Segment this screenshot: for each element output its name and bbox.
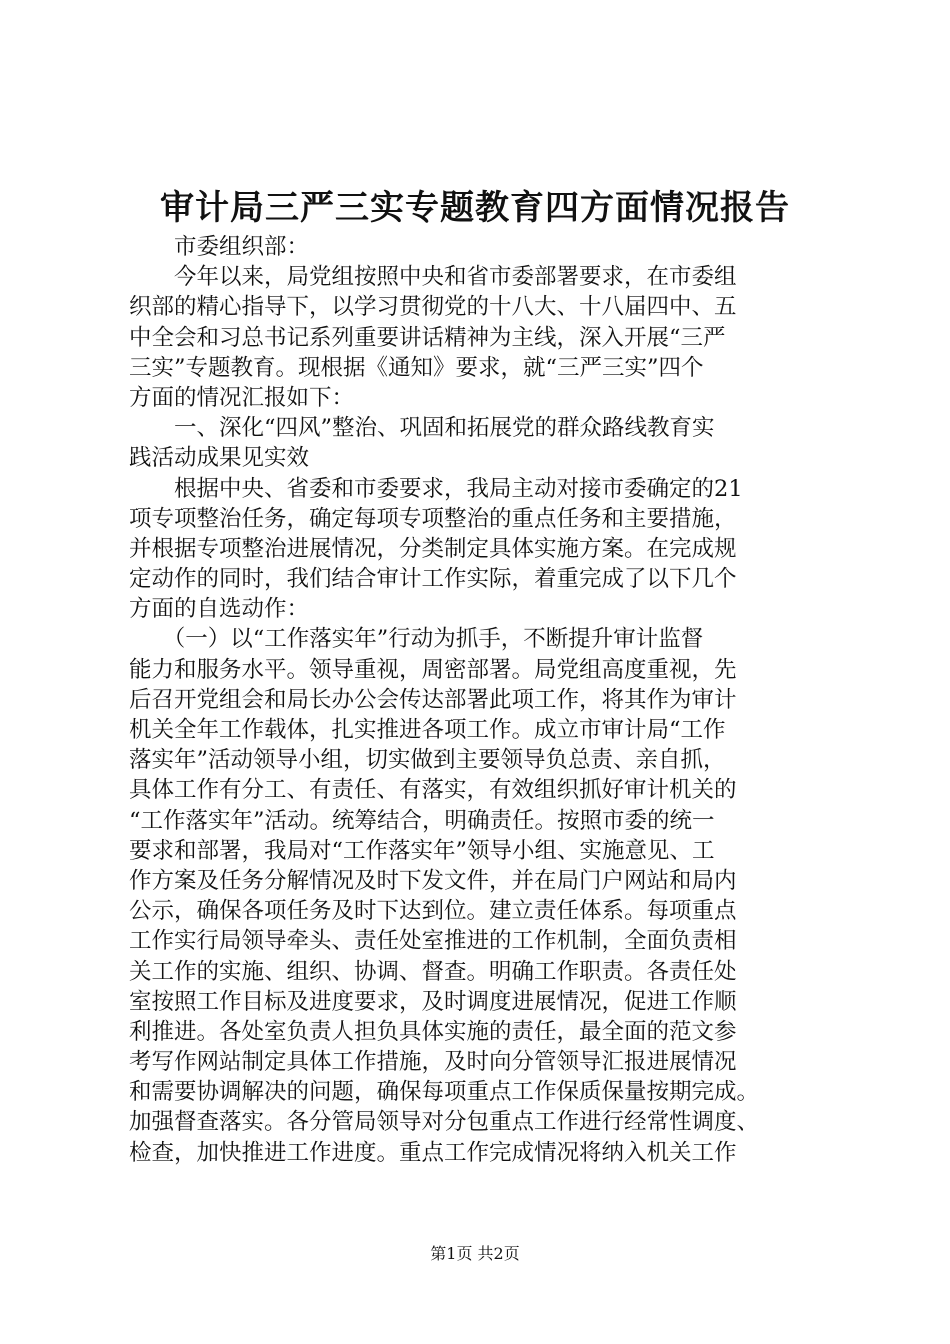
body-line: 织部的精心指导下，以学习贯彻党的十八大、十八届四中、五 <box>129 294 737 321</box>
body-line: 项专项整治任务，确定每项专项整治的重点任务和主要措施， <box>129 505 737 532</box>
section-heading-line: 一、深化“四风”整治、巩固和拓展党的群众路线教育实 <box>129 415 715 442</box>
body-line: 市委组织部： <box>129 234 310 260</box>
body-line: 考写作网站制定具体工作措施，及时向分管领导汇报进展情况 <box>129 1049 737 1076</box>
body-line: 和需要协调解决的问题，确保每项重点工作保质保量按期完成。 <box>129 1079 760 1106</box>
body-line: 能力和服务水平。领导重视，周密部署。局党组高度重视，先 <box>129 656 737 683</box>
body-line: 关工作的实施、组织、协调、督查。明确工作职责。各责任处 <box>129 958 737 985</box>
body-line: 并根据专项整治进展情况，分类制定具体实施方案。在完成规 <box>129 535 737 562</box>
body-line: 中全会和习总书记系列重要讲话精神为主线，深入开展“三严 <box>129 324 726 351</box>
body-line: “工作落实年”活动。统筹结合，明确责任。按照市委的统一 <box>129 807 715 834</box>
section-heading-line: 践活动成果见实效 <box>129 445 310 472</box>
body-line: 根据中央、省委和市委要求，我局主动对接市委确定的21 <box>129 475 743 502</box>
body-line: 作方案及任务分解情况及时下发文件，并在局门户网站和局内 <box>129 867 737 894</box>
body-line: 落实年”活动领导小组，切实做到主要领导负总责、亲自抓， <box>129 747 726 774</box>
body-line: 后召开党组会和局长办公会传达部署此项工作，将其作为审计 <box>129 686 737 713</box>
page-footer: 第1页 共2页 <box>430 1244 520 1263</box>
body-line: 三实”专题教育。现根据《通知》要求，就“三严三实”四个 <box>129 354 704 381</box>
body-line: 加强督查落实。各分管局领导对分包重点工作进行经常性调度、 <box>129 1109 760 1136</box>
document-title: 审计局三严三实专题教育四方面情况报告 <box>160 188 790 228</box>
document-body <box>129 232 833 1168</box>
body-line: 工作实行局领导牵头、责任处室推进的工作机制，全面负责相 <box>129 928 737 955</box>
body-line: 要求和部署，我局对“工作落实年”领导小组、实施意见、工 <box>129 837 715 864</box>
body-line: （一）以“工作落实年”行动为抓手，不断提升审计监督 <box>129 626 704 653</box>
body-line: 方面的情况汇报如下： <box>129 384 355 411</box>
body-line: 利推进。各处室负责人担负具体实施的责任，最全面的范文参 <box>129 1018 737 1045</box>
body-line: 今年以来，局党组按照中央和省市委部署要求，在市委组 <box>129 264 737 291</box>
body-line: 检查，加快推进工作进度。重点工作完成情况将纳入机关工作 <box>129 1139 737 1166</box>
body-line: 方面的自选动作： <box>129 596 310 623</box>
body-line: 室按照工作目标及进度要求，及时调度进展情况，促进工作顺 <box>129 988 737 1015</box>
body-line: 定动作的同时，我们结合审计工作实际，着重完成了以下几个 <box>129 566 737 593</box>
body-line: 具体工作有分工、有责任、有落实，有效组织抓好审计机关的 <box>129 777 737 804</box>
body-line: 机关全年工作载体，扎实推进各项工作。成立市审计局“工作 <box>129 717 726 743</box>
body-line: 公示，确保各项任务及时下达到位。建立责任体系。每项重点 <box>129 898 737 925</box>
